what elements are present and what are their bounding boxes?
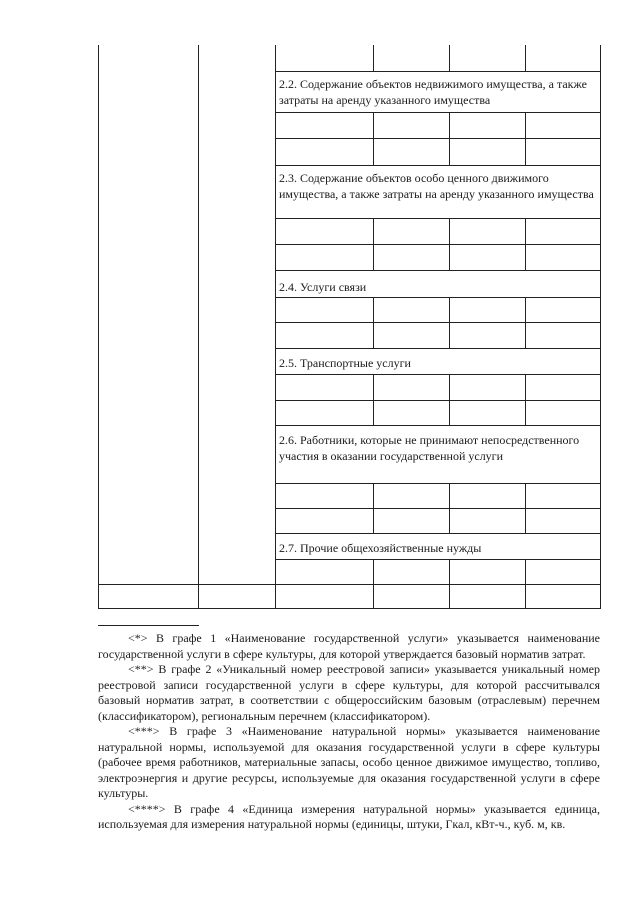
footnote-1: <*> В графе 1 «Наименование государственной услуги» указывается наименование государственной услуги в сфере культуры, для которой утверждается базовый норматив затрат. [98,631,600,661]
table-column-divider [373,45,374,71]
table-row-line [275,112,601,113]
table-row-line [275,508,601,509]
table-row-line [275,559,601,560]
section-title-2-2: 2.2. Содержание объектов недвижимого имущества, а также затраты на аренду указанного имущества [279,77,587,107]
footnotes [98,631,600,833]
table-row-line [275,322,601,323]
table-border-right [600,45,601,608]
section-title-2-7: 2.7. Прочие общехозяйственные нужды [279,541,482,555]
table-row-line [275,348,601,349]
table-row-line [275,244,601,245]
table-border-left [98,45,99,608]
table-column-divider [449,45,450,71]
footnote-2: <**> В графе 2 «Уникальный номер реестровой записи» указывается уникальный номер реестровой записи государственной услуги в сфере культуры, для которой рассчитывался базовый норматив затрат, в соответствии с общероссийским базовым (отраслевым) перечнем (классификатором), региональным перечнем (классификатором). [98,662,600,723]
table-row-line [275,270,601,271]
section-title-2-6: 2.6. Работники, которые не принимают непосредственного участия в оказании государственной услуги [279,433,580,463]
table-row-line [275,218,601,219]
table-row-line [275,584,601,585]
table-row-line [275,533,601,534]
table-row-line [275,483,601,484]
table-row-line [275,400,601,401]
table-row-line [275,71,601,72]
section-title-2-3: 2.3. Содержание объектов особо ценного движимого имущества, а также затраты на аренду указанного имущества [279,171,594,201]
table-column-divider [525,45,526,71]
table-column-divider [275,45,276,608]
table-row-line [275,374,601,375]
footnote-separator [98,625,199,626]
table-row-line [98,584,276,585]
section-title-2-4: 2.4. Услуги связи [279,280,367,294]
section-title-2-5: 2.5. Транспортные услуги [279,356,411,370]
table-border-bottom [98,608,601,609]
table-row-line [275,425,601,426]
table-row-line [275,297,601,298]
footnote-4: <****> В графе 4 «Единица измерения натуральной нормы» указывается единица, используемая для измерения натуральной нормы (единицы, штуки, Гкал, кВт-ч., куб. м, кв. [98,801,600,831]
table-row-line [275,138,601,139]
table-column-divider [198,45,199,608]
footnote-3: <***> В графе 3 «Наименование натуральной нормы» указывается наименование натуральной нормы, используемой для оказания государственной услуги в сфере культуры (рабочее время работников, материальные запасы, особо ценное движимое имущество, топливо, электроэнергия и другие ресурсы, используемые для оказания государственной услуги в сфере культуры. [98,724,600,800]
table-row-line [275,165,601,166]
